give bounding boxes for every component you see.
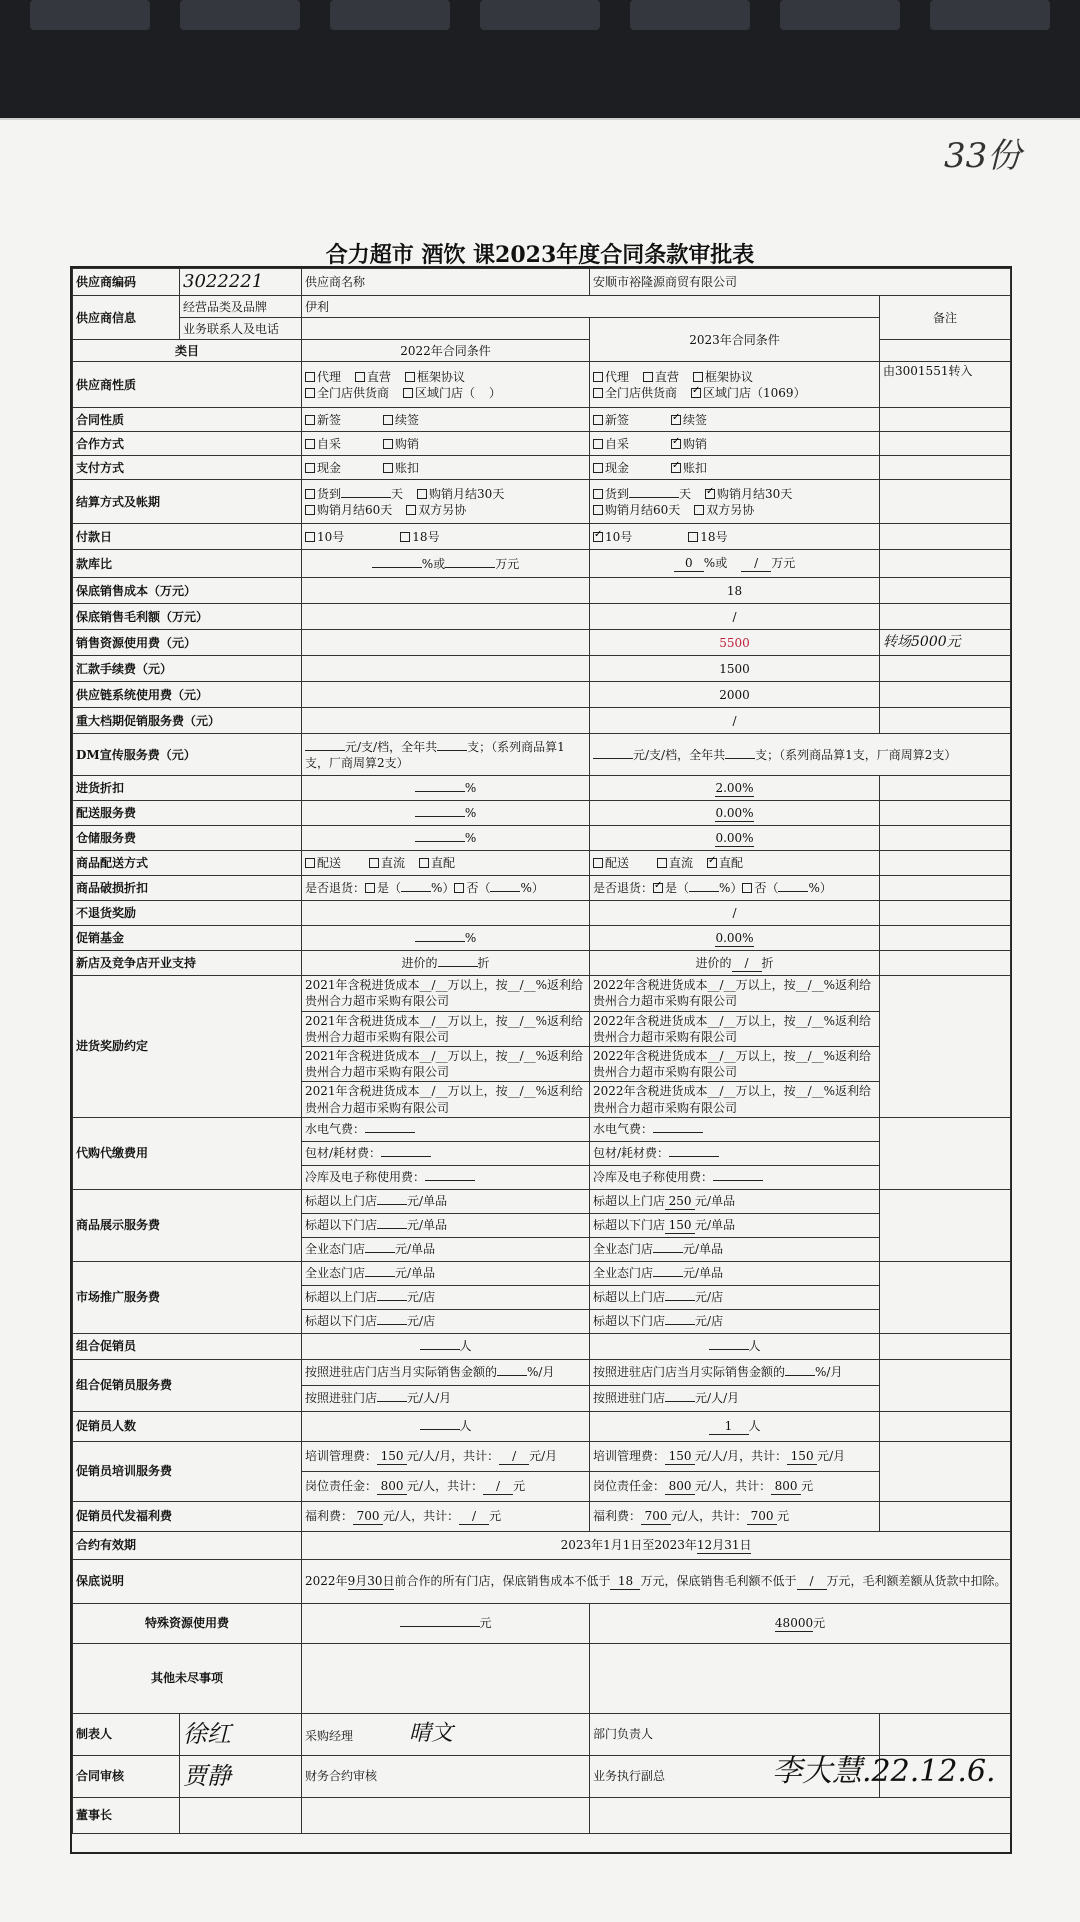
row-coop: 合作方式 自采 购销 自采✓ 购销 <box>73 432 1011 456</box>
row-supplier-nature: 供应商性质 代理 直营 框架协议 全门店供货商 区域门店（ ） 代理 直营 框架协议 全门店供货商✓ 区域门店（1069） 由3001551转入 <box>73 362 1011 408</box>
supplier-name-label: 供应商名称 <box>302 269 590 296</box>
contact-label: 业务联系人及电话 <box>180 318 302 340</box>
row-combo-promoter-fee: 组合促销员服务费 按照进驻店门店当月实际销售金额的 %/月 按照进驻店门店当月实际销售金额的 %/月 <box>73 1359 1011 1385</box>
remark-header: 备注 <box>880 296 1011 340</box>
row-payday: 付款日 10号 18号 ✓ 10号 18号 <box>73 524 1011 550</box>
row-market: 市场推广服务费 全业态门店 元/单品 全业态门店 元/单品 <box>73 1261 1011 1285</box>
remark-transfer: 由3001551转入 <box>880 362 1011 408</box>
col-category-header: 类目 <box>73 340 302 362</box>
dept-head-signature: 李大慧.22.12.6. <box>772 1754 996 1789</box>
row-agency: 代购代缴费用 水电气费： 水电气费： <box>73 1117 1011 1141</box>
row-supplier-code <box>73 269 1011 296</box>
brand-value: 伊利 <box>302 296 880 318</box>
contact-value-2022 <box>302 318 590 340</box>
row-noreturn: 不退货奖励 / <box>73 901 1011 926</box>
row-special-fee: 特殊资源使用费 元 48000元 <box>73 1603 1011 1643</box>
row-promoter-count: 促销员人数 人 1 人 <box>73 1411 1011 1441</box>
row-guarantee-gp: 保底销售毛利额（万元） / <box>73 604 1011 630</box>
form-title: 合力超市 酒饮 课2023年度合同条款审批表 <box>325 242 755 268</box>
sign-row-3: 董事长 <box>73 1797 1011 1833</box>
supplier-name-value: 安顺市裕隆源商贸有限公司 <box>590 269 1011 296</box>
row-remit-fee: 汇款手续费（元） 1500 <box>73 656 1011 682</box>
row-promo-fund: 促销基金 % 0.00% <box>73 926 1011 951</box>
row-dm: DM宣传服务费（元） 元/支/档，全年共 支；（系列商品算1支，厂商周算2支） 元/支/档，全年共 支；（系列商品算1支，厂商周算2支） <box>73 734 1011 776</box>
row-damage: 商品破损折扣 是否退货： 是（ %） 否（ %） 是否退货：✓ 是（ %） 否（ %） <box>73 876 1011 901</box>
row-settlement: 结算方式及帐期 货到 天 购销月结30天 购销月结60天 双方另协 货到 天✓ 购销月结30天 购销月结60天 双方另协 <box>73 480 1011 524</box>
maker-signature: 徐红 <box>183 1720 231 1749</box>
row-storage-fee: 仓储服务费 % 0.00% <box>73 826 1011 851</box>
supplier-code-value: 3022221 <box>180 269 302 296</box>
sign-row-2: 合同审核 贾静 财务合约审核 业务执行副总 <box>73 1755 1011 1797</box>
row-ratio: 款库比 %或 万元 0 %或 / 万元 <box>73 550 1011 578</box>
sign-row-1: 制表人 徐红 采购经理 晴文 部门负责人 <box>73 1713 1011 1755</box>
col-2023-header: 2023年合同条件 <box>590 318 880 362</box>
row-major-promo: 重大档期促销服务费（元） / <box>73 708 1011 734</box>
row-shipping: 商品配送方式 配送 直流 直配 配送 直流✓ 直配 <box>73 851 1011 876</box>
row-welfare: 促销员代发福利费 福利费： 700 元/人，共计： / 元 福利费： 700 元/人，共计： 700 元 <box>73 1501 1011 1531</box>
row-display: 商品展示服务费 标超以上门店 元/单品 标超以上门店 250 元/单品 <box>73 1189 1011 1213</box>
row-other: 其他未尽事项 <box>73 1643 1011 1713</box>
supplier-info-label: 供应商信息 <box>73 296 180 340</box>
row-pay: 支付方式 现金 账扣 现金✓ 账扣 <box>73 456 1011 480</box>
row-contract-nature: 合同性质 新签 续签 新签✓ 续签 <box>73 408 1011 432</box>
row-inbound-discount: 进货折扣 % 2.00% <box>73 776 1011 801</box>
row-chain-fee: 供应链系统使用费（元） 2000 <box>73 682 1011 708</box>
row-validity: 合约有效期 2023年1月1日至2023年12月31日 <box>73 1531 1011 1559</box>
row-guarantee-note: 保底说明 2022年9月30日前合作的所有门店，保底销售成本不低于 18 万元，保底销售毛利额不低于 / 万元，毛利额差额从货款中扣除。 <box>73 1559 1011 1603</box>
row-guarantee-cost: 保底销售成本（万元） 18 <box>73 578 1011 604</box>
supplier-code-label: 供应商编码 <box>73 269 180 296</box>
buyer-signature: 晴文 <box>409 1721 454 1747</box>
brand-label: 经营品类及品牌 <box>180 296 302 318</box>
row-training: 促销员培训服务费 培训管理费： 150 元/人/月，共计： / 元/月 培训管理费： 150 元/人/月，共计： 150 元/月 <box>73 1441 1011 1471</box>
audit-signature: 贾静 <box>183 1762 231 1791</box>
approval-form-table: 供应商编码 3022221 供应商名称 安顺市裕隆源商贸有限公司 供应商信息 经营品类及品牌 伊利 备注 业务联系人及电话 2023年合同条件 类目 2022年合同条件 供应商性质 代理 直营 框架协议 全门店供货商 区域门店（ ） 代理 直营 框架协议 全门店供货商✓ 区域门店（1069） 由3001551转入 合同性质 新签 续签 新签✓ 续签 合作方式 自采 购销 自采✓ 购销 支付方式 现金 账扣 现金✓ 账扣 结算方式及帐期 货到 天 购销月结30天 购销月结60天 双方另协 货到 天✓ 购销月结30天 购销月结60天 双方另协 付款日 10号 18号 ✓ 10号 18号 款库比 %或 万元 0 %或 / 万元 保底销售成本（万元） 18 保底销售毛利额（万元） / 销售资源使用费（元） 5500 转场5000元 汇款手续费（元） 1500 供应链系统使用费（元） 2000 重大档期促销服务费（元） / DM宣传服务费（元） 元/支/档，全年共 支；（系列商品算1支，厂商周算2支） 元/支/档，全年共 支；（系列商品算1支，厂商周算2支） 进货折扣 % 2.00% 配送服务费 % 0.00% 仓储服务费 % 0.00% 商品配送方式 配送 直流 直配 配送 直流✓ 直配 商品破损折扣 是否退货： 是（ %） 否（ %） 是否退货：✓ 是（ %） 否（ %） 不退货奖励 / 促销基金 % 0.00% 新店及竞争店开业支持 进价的 折 进价的 / 折 进货奖励约定 2021年含税进货成本__/__万以上，按__/__%返利给贵州合力超市采购有限公司 2022年含税进货成本__/__万以上，按__/__%返利给贵州合力超市采购有限公司 2021年含税进货成本__/__万以上，按__/__%返利给贵州合力超市采购有限公司 2022年含税进货成本__/__万以上，按__/__%返利给贵州合力超市采购有限公司 2021年含税进货成本__/__万以上，按__/__%返利给贵州合力超市采购有限公司 2022年含税进货成本__/__万以上，按__/__%返利给贵州合力超市采购有限公司 2021年含税进货成本__/__万以上，按__/__%返利给贵州合力超市采购有限公司 2022年含税进货成本__/__万以上，按__/__%返利给贵州合力超市采购有限公司 代购代缴费用 水电气费： 水电气费： 包材/耗材费： 包材/耗材费： 冷库及电子称使用费： 冷库及电子称使用费： 商品展示服务费 标超以上门店 元/单品 标超以上门店 250 元/单品 标超以下门店 元/单品 标超以下门店 150 元/单品 全业态门店 元/单品 全业态门店 元/单品 市场推广服务费 全业态门店 元/单品 全业态门店 元/单品 标超以上门店 元/店 标超以上门店 元/店 标超以下门店 元/店 标超以下门店 元/店 组合促销员 人 人 组合促销员服务费 按照进驻店门店当月实际销售金额的 %/月 按照进驻店门店当月实际销售金额的 %/月 按照进驻门店 元/人/月 按照进驻门店 元/人/月 促销员人数 人 1 人 促销员培训服务费 培训管理费： 150 元/人/月，共计： / 元/月 培训管理费： 150 元/人/月，共计： 150 元/月 岗位责任金： 800 元/人，共计： / 元 岗位责任金： 800 元/人，共计： 800 元 促销员代发福利费 福利费： 700 元/人，共计： / 元 福利费： 700 元/人，共计： 700 元 合约有效期 2023年1月1日至2023年12月31日 保底说明 2022年9月30日前合作的所有门店，保底销售成本不低于 18 万元，保底销售毛利额不低于 / 万元，毛利额差额从货款中扣除。 特殊资源使用费 元 48000元 其他未尽事项 制表人 徐红 采购经理 晴文 部门负责人 合同审核 贾静 财务合约审核 业务执行副总 董事长 <box>72 268 1011 1834</box>
row-resource-fee: 销售资源使用费（元） 5500 转场5000元 <box>73 630 1011 656</box>
handwritten-copy-count: 33份 <box>944 136 1022 176</box>
row-new-store: 新店及竞争店开业支持 进价的 折 进价的 / 折 <box>73 951 1011 976</box>
row-delivery-fee: 配送服务费 % 0.00% <box>73 801 1011 826</box>
col-2022-header: 2022年合同条件 <box>302 340 590 362</box>
row-combo-promoter: 组合促销员 人 人 <box>73 1333 1011 1359</box>
remark-transfer-fee: 转场5000元 <box>880 630 1011 656</box>
row-rebate: 进货奖励约定 2021年含税进货成本__/__万以上，按__/__%返利给贵州合力超市采购有限公司 2022年含税进货成本__/__万以上，按__/__%返利给贵州合力超市采购有限公司 <box>73 976 1011 1011</box>
checkbox[interactable] <box>305 372 315 382</box>
